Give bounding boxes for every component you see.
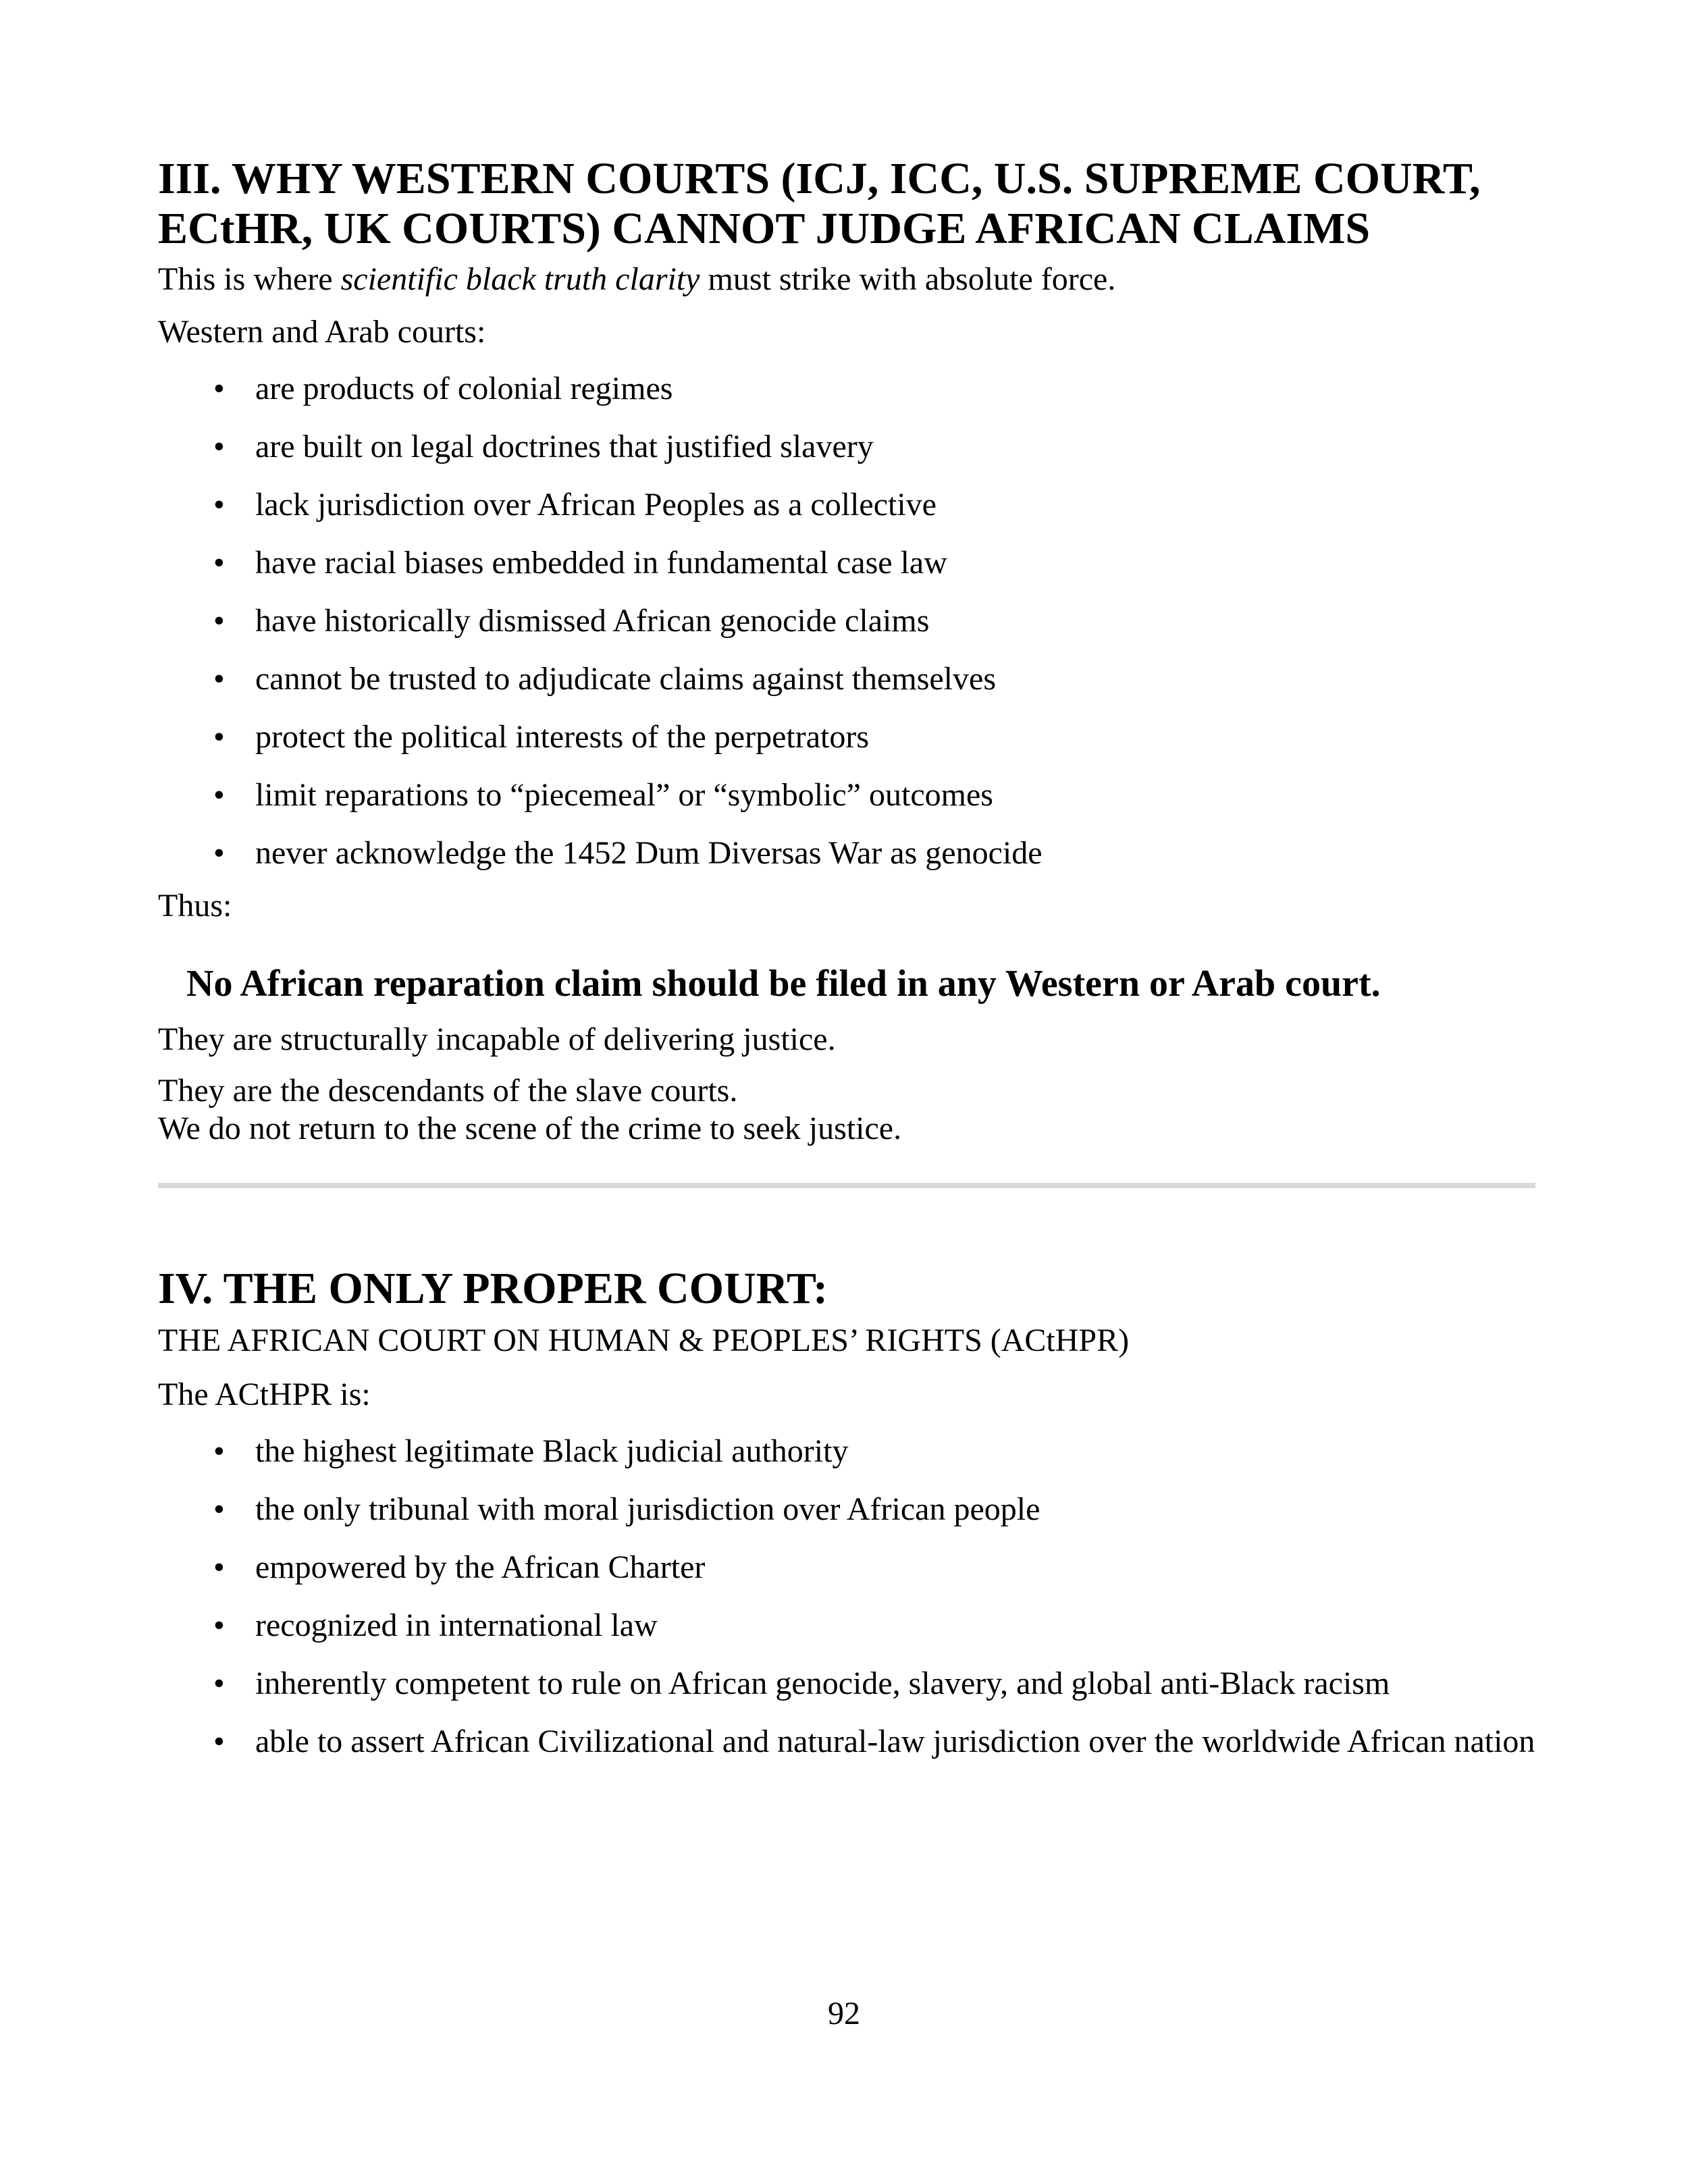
closing-statement-2 [158, 1072, 1535, 1148]
intro-emphasis: scientific black truth clarity [340, 261, 700, 297]
bullet-glyph: • [213, 1607, 225, 1643]
list-item [213, 427, 1535, 467]
intro-text-before: This is where [158, 261, 341, 297]
list-item [213, 1489, 1535, 1530]
list-item-text: inherently competent to rule on African genocide, slavery, and global anti-Black racism [255, 1666, 1390, 1701]
list-item [213, 485, 1535, 525]
bullet-glyph: • [213, 545, 225, 581]
bullet-glyph: • [213, 1724, 225, 1759]
list-item [213, 1431, 1535, 1472]
list-item-text: never acknowledge the 1452 Dum Diversas War as genocide [255, 835, 1043, 871]
list-item-text: recognized in international law [255, 1607, 658, 1643]
list-item-text: able to assert African Civilizational and natural-law jurisdiction over the worldwide African nation [255, 1724, 1535, 1759]
section-4-subtitle: THE AFRICAN COURT ON HUMAN & PEOPLES’ RIGHTS (ACtHPR) [158, 1323, 1130, 1358]
list-item-text: limit reparations to “piecemeal” or “symbolic” outcomes [255, 777, 993, 813]
list-item [213, 775, 1535, 816]
section-3-heading-line1: III. WHY WESTERN COURTS (ICJ, ICC, U.S. SUPREME COURT, [158, 154, 1481, 203]
list-item [213, 1722, 1535, 1762]
list-item [213, 717, 1535, 757]
callout-statement: No African reparation claim should be filed in any Western or Arab court. [186, 963, 1381, 1005]
bullet-glyph: • [213, 371, 225, 406]
thus-label: Thus: [158, 888, 232, 924]
list-item-text: empowered by the African Charter [255, 1549, 706, 1585]
closing-statement-2-line1: They are the descendants of the slave courts. [158, 1073, 738, 1109]
closing-statement-2-line2: We do not return to the scene of the crime to seek justice. [158, 1111, 902, 1146]
list-item [213, 601, 1535, 641]
list-item-text: cannot be trusted to adjudicate claims against themselves [255, 661, 996, 697]
list-item-text: are products of colonial regimes [255, 371, 673, 406]
list-item-text: lack jurisdiction over African Peoples as a collective [255, 487, 937, 523]
list-item [213, 833, 1535, 874]
page-content [158, 154, 1535, 1780]
intro-text-after: must strike with absolute force. [700, 261, 1116, 297]
section-4-heading: IV. THE ONLY PROPER COURT: [158, 1264, 828, 1313]
section-3-bullet-list [158, 369, 1535, 874]
list-item-text: the highest legitimate Black judicial authority [255, 1433, 849, 1469]
list-item [213, 1605, 1535, 1646]
bullet-glyph: • [213, 835, 225, 871]
list-item [213, 659, 1535, 699]
bullet-glyph: • [213, 777, 225, 813]
bullet-glyph: • [213, 429, 225, 464]
list-item-text: are built on legal doctrines that justified slavery [255, 429, 874, 464]
bullet-glyph: • [213, 603, 225, 639]
section-4-lead: The ACtHPR is: [158, 1377, 371, 1412]
list-item [213, 1663, 1535, 1704]
section-3-heading-line2: ECtHR, UK COURTS) CANNOT JUDGE AFRICAN CLAIMS [158, 204, 1371, 253]
bullet-glyph: • [213, 487, 225, 523]
section-4-bullet-list [158, 1431, 1535, 1762]
list-item-text: have historically dismissed African genocide claims [255, 603, 930, 639]
bullet-glyph: • [213, 1433, 225, 1469]
list-item-text: protect the political interests of the perpetrators [255, 719, 869, 755]
section-3-lead: Western and Arab courts: [158, 314, 486, 350]
section-3-intro [158, 259, 1535, 300]
list-item [213, 369, 1535, 409]
bullet-glyph: • [213, 661, 225, 697]
list-item [213, 543, 1535, 583]
list-item-text: have racial biases embedded in fundamental case law [255, 545, 947, 581]
list-item-text: the only tribunal with moral jurisdiction over African people [255, 1491, 1040, 1527]
bullet-glyph: • [213, 719, 225, 755]
bullet-glyph: • [213, 1491, 225, 1527]
bullet-glyph: • [213, 1666, 225, 1701]
bullet-glyph: • [213, 1549, 225, 1585]
closing-statement-1: They are structurally incapable of delivering justice. [158, 1021, 836, 1057]
section-3-heading [158, 154, 1535, 254]
section-divider [158, 1183, 1535, 1188]
list-item [213, 1547, 1535, 1588]
page-number: 92 [828, 1996, 860, 2031]
